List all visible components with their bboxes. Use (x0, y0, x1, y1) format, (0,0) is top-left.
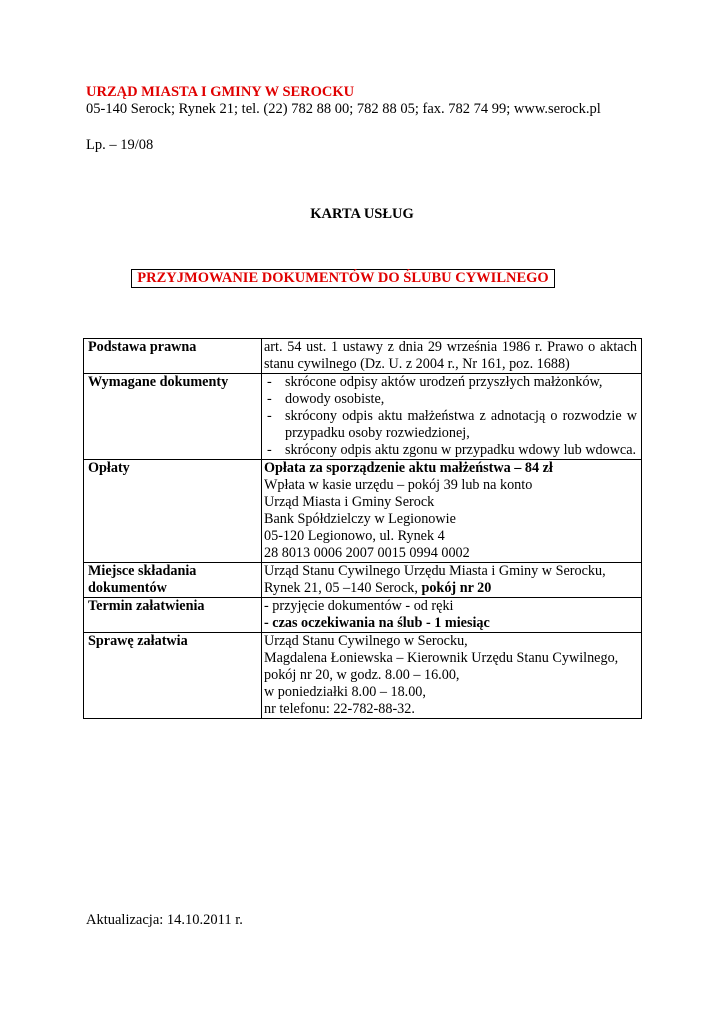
legal-basis-label: Podstawa prawna (84, 339, 262, 374)
list-item: - skrócone odpisy aktów urodzeń przyszłych małżonków, (267, 374, 603, 390)
page-title: KARTA USŁUG (310, 206, 414, 222)
handler-line: Urząd Stanu Cywilnego w Serocku, (264, 633, 468, 649)
org-address: 05-140 Serock; Rynek 21; tel. (22) 782 88 00; 782 88 05; fax. 782 74 99; www.serock.pl (86, 101, 601, 117)
document-item-text: skrócone odpisy aktów urodzeń przyszłych małżonków, (285, 374, 603, 390)
list-item: - skrócony odpis aktu małżeństwa z adnotacją o rozwodzie w przypadku osoby rozwiedzionej, (267, 408, 637, 441)
org-name: URZĄD MIASTA I GMINY W SEROCKU (86, 84, 355, 100)
fee-amount: Opłata za sporządzenie aktu małżeństwa – 84 zł (264, 460, 553, 476)
fees-value (262, 460, 642, 563)
table-row-documents (84, 374, 642, 460)
handler-line: pokój nr 20, w godz. 8.00 – 16.00, (264, 667, 460, 683)
deadline-label: Termin załatwienia (84, 598, 262, 633)
documents-list (264, 374, 637, 459)
table-row-fees (84, 460, 642, 563)
update-date: Aktualizacja: 14.10.2011 r. (86, 912, 243, 928)
table-row-place (84, 563, 642, 598)
table-row-deadline (84, 598, 642, 633)
handler-value (262, 633, 642, 719)
documents-value (262, 374, 642, 460)
handler-line: nr telefonu: 22-782-88-32. (264, 701, 415, 717)
fees-label: Opłaty (84, 460, 262, 563)
list-item: - skrócony odpis aktu zgonu w przypadku wdowy lub wdowca. (267, 442, 637, 458)
place-label (84, 563, 262, 598)
handler-label: Sprawę załatwia (84, 633, 262, 719)
service-info-table (83, 338, 642, 719)
table-row-handler (84, 633, 642, 719)
place-address: Rynek 21, 05 –140 Serock, (264, 580, 422, 596)
deadline-value (262, 598, 642, 633)
fee-bank-address: 05-120 Legionowo, ul. Rynek 4 (264, 528, 445, 544)
document-item-text: dowody osobiste, (285, 391, 385, 407)
documents-label: Wymagane dokumenty (84, 374, 262, 460)
deadline-line: - czas oczekiwania na ślub - 1 miesiąc (264, 615, 490, 631)
fee-account-number: 28 8013 0006 2007 0015 0994 0002 (264, 545, 470, 561)
fee-payment-info: Wpłata w kasie urzędu – pokój 39 lub na konto (264, 477, 533, 493)
service-title: PRZYJMOWANIE DOKUMENTÓW DO ŚLUBU CYWILNEGO (131, 269, 555, 288)
list-item: - dowody osobiste, (267, 391, 385, 407)
fee-bank: Bank Spółdzielczy w Legionowie (264, 511, 456, 527)
table-row-legal-basis (84, 339, 642, 374)
place-room: pokój nr 20 (421, 580, 492, 596)
fee-recipient: Urząd Miasta i Gminy Serock (264, 494, 435, 510)
place-value-line (264, 580, 637, 597)
deadline-line: - przyjęcie dokumentów - od ręki (264, 598, 454, 614)
legal-basis-value: art. 54 ust. 1 ustawy z dnia 29 września 1986 r. Prawo o aktach stanu cywilnego (Dz. U. z 2004 r., Nr 161, poz. 1688) (262, 339, 642, 374)
handler-line: w poniedziałki 8.00 – 18.00, (264, 684, 426, 700)
document-number: Lp. – 19/08 (86, 137, 154, 153)
place-label-line: Miejsce składania (88, 563, 197, 579)
handler-line: Magdalena Łoniewska – Kierownik Urzędu Stanu Cywilnego, (264, 650, 619, 666)
document-item-text: skrócony odpis aktu zgonu w przypadku wdowy lub wdowca. (285, 442, 637, 458)
place-value (262, 563, 642, 598)
place-label-line: dokumentów (88, 580, 167, 596)
document-item-text: skrócony odpis aktu małżeństwa z adnotacją o rozwodzie w przypadku osoby rozwiedzionej, (285, 408, 637, 441)
place-value-line: Urząd Stanu Cywilnego Urzędu Miasta i Gminy w Serocku, (264, 563, 606, 579)
